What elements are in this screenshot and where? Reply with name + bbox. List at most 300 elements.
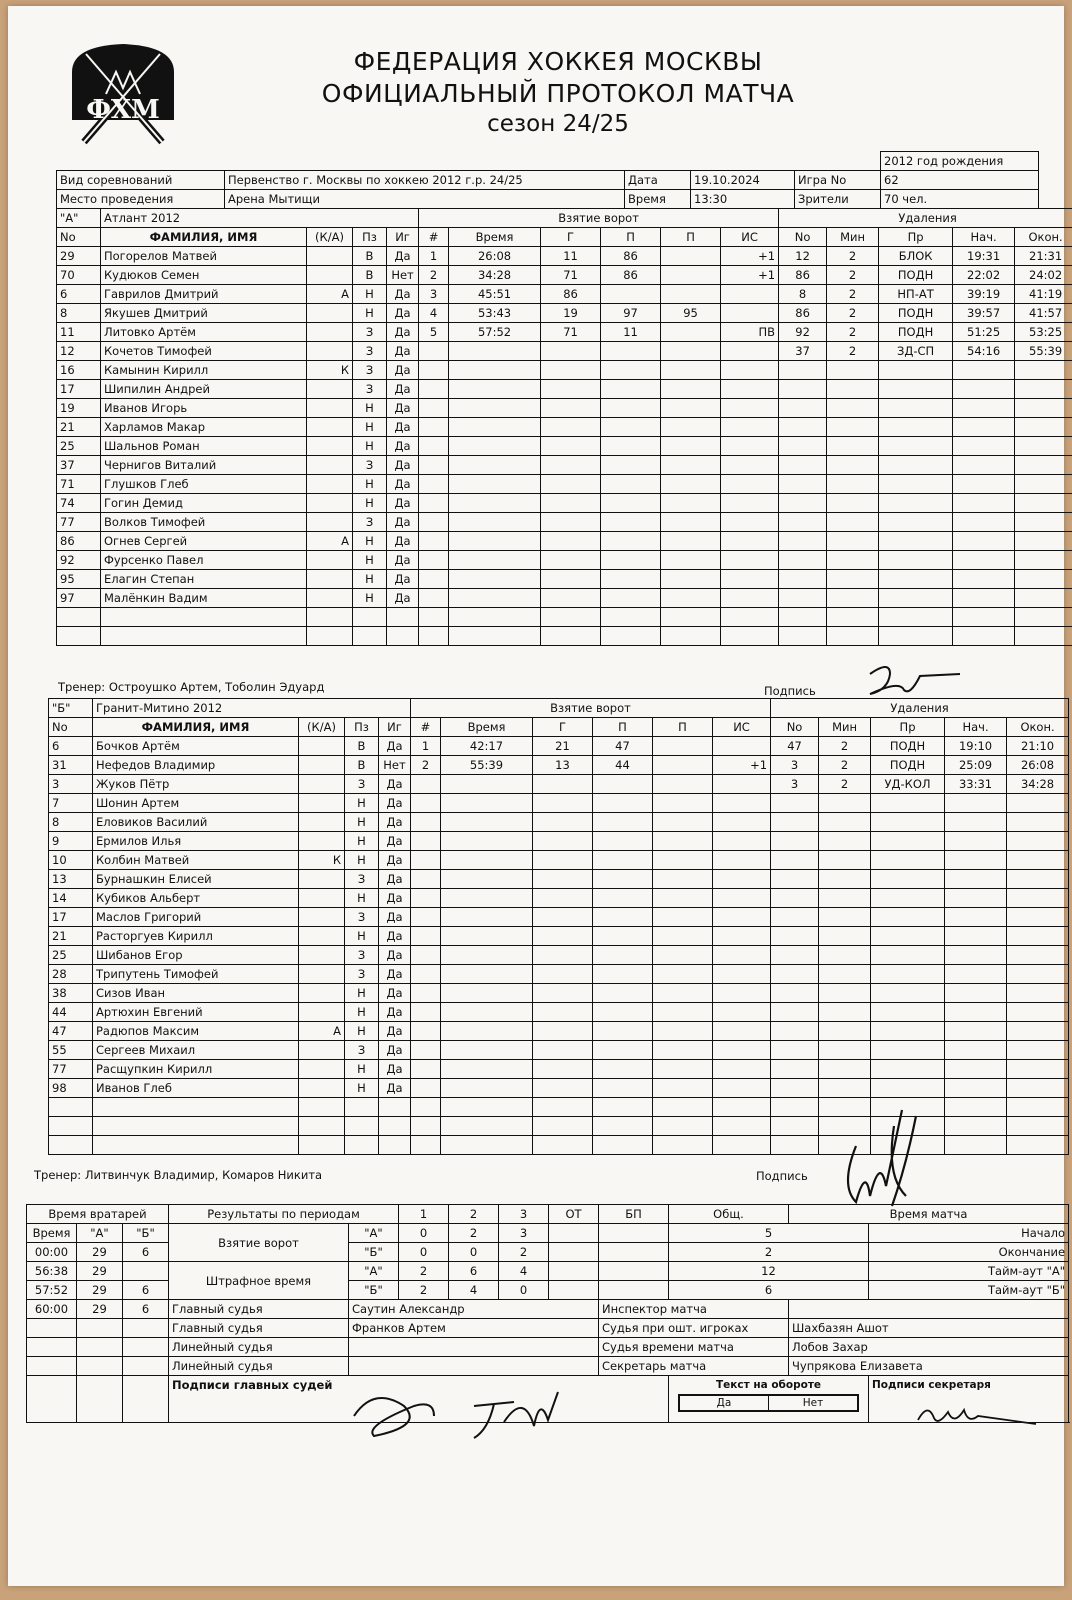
player-played: Да (379, 946, 411, 965)
player-role (307, 551, 353, 570)
player-role: К (307, 361, 353, 380)
player-played: Да (379, 1003, 411, 1022)
player-name: Кочетов Тимофей (101, 342, 307, 361)
goal-scorer: 71 (541, 323, 601, 342)
table-row (57, 266, 1072, 285)
pen-player: 47 (771, 737, 819, 756)
col-overtime: ОТ (549, 1205, 599, 1224)
pen-player (771, 1079, 819, 1098)
pen-end (1015, 551, 1072, 570)
official-role-2: Инспектор матча (599, 1300, 789, 1319)
match-time-label: Тайм-аут "А" (869, 1262, 1069, 1281)
goal-assist-2 (653, 1098, 713, 1117)
player-played: Да (379, 889, 411, 908)
pen-start (945, 1060, 1007, 1079)
penalties-header: Удаления (779, 209, 1072, 228)
goal-assist-2 (661, 323, 721, 342)
goal-time: 42:17 (441, 737, 533, 756)
player-number: 28 (49, 965, 93, 984)
goal-assist-1: 47 (593, 737, 653, 756)
player-number: 37 (57, 456, 101, 475)
col-situation: ИС (713, 718, 771, 737)
player-role (307, 608, 353, 627)
player-played: Да (379, 851, 411, 870)
table-row (57, 247, 1072, 266)
goal-assist-1 (601, 627, 661, 646)
result-team-tag: "А" (349, 1224, 399, 1243)
player-role (299, 775, 345, 794)
goal-scorer (533, 1079, 593, 1098)
goal-assist-1 (593, 851, 653, 870)
official-name: Саутин Александр (349, 1300, 599, 1319)
player-played: Да (379, 908, 411, 927)
player-number: 47 (49, 1022, 93, 1041)
goal-num (411, 908, 441, 927)
match-time-label: Тайм-аут "Б" (869, 1281, 1069, 1300)
player-played (379, 1117, 411, 1136)
goal-situation: +1 (713, 756, 771, 775)
goal-situation (721, 437, 779, 456)
pen-minutes (827, 627, 879, 646)
pen-end (1007, 946, 1069, 965)
goal-time (449, 589, 541, 608)
pen-end (1015, 475, 1072, 494)
player-played (387, 627, 419, 646)
col-assist-2: П (653, 718, 713, 737)
table-row (57, 437, 1072, 456)
pen-reason (871, 813, 945, 832)
player-number: 77 (57, 513, 101, 532)
goal-time (449, 608, 541, 627)
match-time-label: Окончание (869, 1243, 1069, 1262)
goal-situation (721, 513, 779, 532)
goal-situation (713, 1136, 771, 1155)
col-name: ФАМИЛИЯ, ИМЯ (93, 718, 299, 737)
pen-player (771, 851, 819, 870)
goal-time (441, 832, 533, 851)
player-position: З (345, 908, 379, 927)
player-role (299, 1136, 345, 1155)
result-team-tag: "Б" (349, 1243, 399, 1262)
goal-num: 5 (419, 323, 449, 342)
team-a-sign-label: Подпись (764, 684, 816, 698)
pen-player (779, 532, 827, 551)
goal-assist-2 (661, 494, 721, 513)
gk-a: 29 (77, 1243, 123, 1262)
pen-start: 25:09 (945, 756, 1007, 775)
goal-time (441, 1117, 533, 1136)
col-pen-start: Нач. (953, 228, 1015, 247)
player-role (299, 927, 345, 946)
player-role (299, 756, 345, 775)
result-cell: 12 (669, 1262, 869, 1281)
player-role (307, 570, 353, 589)
player-role: А (299, 1022, 345, 1041)
player-number: 12 (57, 342, 101, 361)
place-label: Место проведения (57, 190, 225, 209)
pen-start (945, 794, 1007, 813)
player-role (299, 889, 345, 908)
pen-reason (871, 1003, 945, 1022)
player-position: З (353, 323, 387, 342)
goal-situation (713, 1079, 771, 1098)
pen-reason (871, 851, 945, 870)
pen-minutes (827, 399, 879, 418)
pen-minutes: 2 (827, 342, 879, 361)
goal-num (419, 418, 449, 437)
col-goal-scorer: Г (533, 718, 593, 737)
pen-player (771, 965, 819, 984)
goal-num (411, 1003, 441, 1022)
pen-minutes: 2 (819, 775, 871, 794)
pen-player (771, 1022, 819, 1041)
player-name: Радюпов Максим (93, 1022, 299, 1041)
player-role (299, 1060, 345, 1079)
goal-assist-2 (653, 946, 713, 965)
pen-start (945, 1136, 1007, 1155)
gk-b: 6 (123, 1300, 169, 1319)
result-cell (549, 1224, 599, 1243)
player-number: 13 (49, 870, 93, 889)
time-label: Время (625, 190, 691, 209)
goal-scorer (533, 1022, 593, 1041)
col-no: No (49, 718, 93, 737)
table-row (57, 418, 1072, 437)
goal-num (419, 532, 449, 551)
result-cell (599, 1281, 669, 1300)
player-position: Н (353, 399, 387, 418)
gk-time: 60:00 (27, 1300, 77, 1319)
player-position: Н (345, 927, 379, 946)
goal-assist-1 (601, 513, 661, 532)
player-number: 55 (49, 1041, 93, 1060)
pen-minutes (827, 380, 879, 399)
goal-assist-2 (653, 794, 713, 813)
goal-assist-1 (593, 813, 653, 832)
col-pen-no: No (779, 228, 827, 247)
svg-text:ФХМ: ФХМ (86, 95, 160, 125)
pen-player (771, 927, 819, 946)
col-pen-min: Мин (819, 718, 871, 737)
player-name: Литовко Артём (101, 323, 307, 342)
player-position: Н (345, 889, 379, 908)
pen-minutes (827, 494, 879, 513)
pen-minutes: 2 (827, 304, 879, 323)
goal-assist-1 (601, 475, 661, 494)
goal-assist-1 (593, 1022, 653, 1041)
player-name: Гогин Демид (101, 494, 307, 513)
player-name: Огнев Сергей (101, 532, 307, 551)
pen-end (1007, 870, 1069, 889)
pen-reason (871, 832, 945, 851)
pen-start (953, 589, 1015, 608)
goal-situation (713, 1098, 771, 1117)
pen-minutes (819, 1041, 871, 1060)
pen-start (945, 851, 1007, 870)
table-row (49, 927, 1069, 946)
pen-player (771, 984, 819, 1003)
player-name: Камынин Кирилл (101, 361, 307, 380)
officials-row (27, 1338, 1069, 1357)
pen-end (1015, 418, 1072, 437)
table-row (49, 737, 1069, 756)
pen-start (953, 399, 1015, 418)
goal-time (449, 361, 541, 380)
col-name: ФАМИЛИЯ, ИМЯ (101, 228, 307, 247)
goal-scorer (541, 380, 601, 399)
pen-start (953, 494, 1015, 513)
goal-time (441, 813, 533, 832)
pen-reason (871, 870, 945, 889)
goal-assist-2 (653, 1041, 713, 1060)
pen-end (1007, 1060, 1069, 1079)
goal-scorer: 21 (533, 737, 593, 756)
player-number: 92 (57, 551, 101, 570)
text-on-back-yes: Да (680, 1396, 769, 1410)
player-number (49, 1117, 93, 1136)
goal-assist-1 (601, 551, 661, 570)
player-position (353, 627, 387, 646)
pen-start (953, 380, 1015, 399)
pen-reason: ПОДН (879, 304, 953, 323)
col-goal-num: # (411, 718, 441, 737)
pen-minutes (819, 984, 871, 1003)
pen-player: 86 (779, 266, 827, 285)
pen-reason (879, 380, 953, 399)
pen-end (1015, 570, 1072, 589)
goal-num (411, 775, 441, 794)
pen-start (953, 551, 1015, 570)
goal-situation: +1 (721, 247, 779, 266)
player-position: З (353, 380, 387, 399)
player-name: Трипутень Тимофей (93, 965, 299, 984)
pen-reason (871, 908, 945, 927)
col-pen-end: Окон. (1007, 718, 1069, 737)
table-row (57, 323, 1072, 342)
table-row (49, 1022, 1069, 1041)
result-cell: 6 (449, 1262, 499, 1281)
goal-assist-1 (601, 456, 661, 475)
pen-minutes (827, 532, 879, 551)
table-row (49, 870, 1069, 889)
result-type-label: Взятие ворот (169, 1224, 349, 1262)
pen-minutes: 2 (827, 266, 879, 285)
pen-start (953, 532, 1015, 551)
goal-assist-1 (593, 1117, 653, 1136)
player-number: 97 (57, 589, 101, 608)
player-played: Да (379, 984, 411, 1003)
goal-assist-1 (593, 775, 653, 794)
player-played (379, 1098, 411, 1117)
player-name (101, 608, 307, 627)
pen-minutes: 2 (827, 285, 879, 304)
goal-assist-1 (601, 494, 661, 513)
pen-reason (879, 551, 953, 570)
official-name-2: Лобов Захар (789, 1338, 1069, 1357)
pen-end: 24:02 (1015, 266, 1072, 285)
gk-b: 6 (123, 1243, 169, 1262)
player-number: 8 (49, 813, 93, 832)
goal-assist-1 (601, 570, 661, 589)
player-role (307, 513, 353, 532)
goal-num (411, 1041, 441, 1060)
player-position (345, 1117, 379, 1136)
goal-scorer (533, 1041, 593, 1060)
goal-situation (713, 1117, 771, 1136)
player-name: Иванов Глеб (93, 1079, 299, 1098)
table-row (57, 304, 1072, 323)
player-played: Да (379, 737, 411, 756)
pen-minutes (819, 870, 871, 889)
pen-end (1007, 794, 1069, 813)
goal-scorer (533, 927, 593, 946)
pen-start (953, 608, 1015, 627)
player-position: З (353, 456, 387, 475)
goal-assist-2 (661, 342, 721, 361)
goal-assist-2 (661, 608, 721, 627)
pen-minutes: 2 (827, 323, 879, 342)
goal-time (449, 532, 541, 551)
col-pos: Пз (353, 228, 387, 247)
goal-time: 55:39 (441, 756, 533, 775)
goal-situation (721, 418, 779, 437)
goal-situation (721, 361, 779, 380)
player-name: Погорелов Матвей (101, 247, 307, 266)
goal-assist-1: 97 (601, 304, 661, 323)
goal-time (441, 1003, 533, 1022)
col-period-1: 1 (399, 1205, 449, 1224)
pen-player (771, 889, 819, 908)
goal-time (441, 870, 533, 889)
player-position: Н (345, 813, 379, 832)
goal-situation (721, 304, 779, 323)
goal-time (441, 1098, 533, 1117)
goal-time (441, 908, 533, 927)
player-role (307, 342, 353, 361)
goal-time (449, 437, 541, 456)
goal-assist-1 (593, 1079, 653, 1098)
pen-end (1007, 1022, 1069, 1041)
goal-assist-1 (593, 927, 653, 946)
pen-player: 92 (779, 323, 827, 342)
goal-num: 1 (419, 247, 449, 266)
goal-num (419, 627, 449, 646)
table-row (49, 965, 1069, 984)
player-played: Да (387, 532, 419, 551)
player-position: Н (353, 570, 387, 589)
player-position: З (353, 513, 387, 532)
goal-assist-1 (593, 794, 653, 813)
player-name: Шибанов Егор (93, 946, 299, 965)
table-row (57, 475, 1072, 494)
goal-assist-2 (653, 870, 713, 889)
pen-start (953, 627, 1015, 646)
pen-start (945, 984, 1007, 1003)
table-row (57, 627, 1072, 646)
player-name: Сизов Иван (93, 984, 299, 1003)
pen-end: 26:08 (1007, 756, 1069, 775)
text-on-back-no: Нет (802, 1397, 824, 1409)
result-cell: 0 (499, 1281, 549, 1300)
pen-minutes (827, 475, 879, 494)
table-row (57, 342, 1072, 361)
pen-end (1015, 494, 1072, 513)
table-row (57, 589, 1072, 608)
table-row (57, 532, 1072, 551)
pen-reason (879, 627, 953, 646)
col-captain: (К/А) (307, 228, 353, 247)
table-row (49, 1079, 1069, 1098)
team-a-coach: Тренер: Остроушко Артем, Тоболин Эдуард (58, 680, 325, 694)
player-played: Да (387, 475, 419, 494)
player-name: Шипилин Андрей (101, 380, 307, 399)
player-played: Да (387, 304, 419, 323)
player-role (299, 984, 345, 1003)
player-number: 25 (49, 946, 93, 965)
player-role (307, 380, 353, 399)
player-name (101, 627, 307, 646)
col-assist-1: П (593, 718, 653, 737)
pen-reason (879, 418, 953, 437)
goal-num (419, 513, 449, 532)
match-time-title: Время матча (789, 1205, 1069, 1224)
team-b-coach: Тренер: Литвинчук Владимир, Комаров Никита (34, 1168, 323, 1182)
pen-end (1007, 851, 1069, 870)
goal-assist-2 (661, 551, 721, 570)
player-position: В (353, 247, 387, 266)
goal-situation (713, 870, 771, 889)
player-role: К (299, 851, 345, 870)
table-row (57, 513, 1072, 532)
player-position: Н (353, 532, 387, 551)
player-name: Шонин Артем (93, 794, 299, 813)
official-role: Линейный судья (169, 1357, 349, 1376)
goal-num (411, 946, 441, 965)
pen-end (1007, 1136, 1069, 1155)
player-name (93, 1136, 299, 1155)
goal-time (449, 494, 541, 513)
pen-end (1007, 927, 1069, 946)
player-played (379, 1136, 411, 1155)
goal-situation (721, 608, 779, 627)
player-played: Да (387, 456, 419, 475)
pen-end (1015, 627, 1072, 646)
goal-assist-1 (593, 832, 653, 851)
goal-time (449, 551, 541, 570)
column-header-row (49, 718, 1069, 737)
empty-cell (123, 1357, 169, 1376)
goal-assist-2 (653, 1117, 713, 1136)
pen-end: 21:10 (1007, 737, 1069, 756)
goal-scorer (541, 342, 601, 361)
goal-num (411, 870, 441, 889)
player-number: 71 (57, 475, 101, 494)
table-row (57, 570, 1072, 589)
goal-situation (713, 737, 771, 756)
goal-situation (713, 832, 771, 851)
goal-scorer (533, 1098, 593, 1117)
goal-assist-1 (601, 361, 661, 380)
goal-num (419, 361, 449, 380)
player-played: Да (379, 1022, 411, 1041)
player-name: Бочков Артём (93, 737, 299, 756)
player-number: 25 (57, 437, 101, 456)
pen-start (945, 832, 1007, 851)
goal-assist-2 (661, 361, 721, 380)
goal-assist-2 (661, 589, 721, 608)
goal-scorer (533, 965, 593, 984)
player-role (307, 323, 353, 342)
